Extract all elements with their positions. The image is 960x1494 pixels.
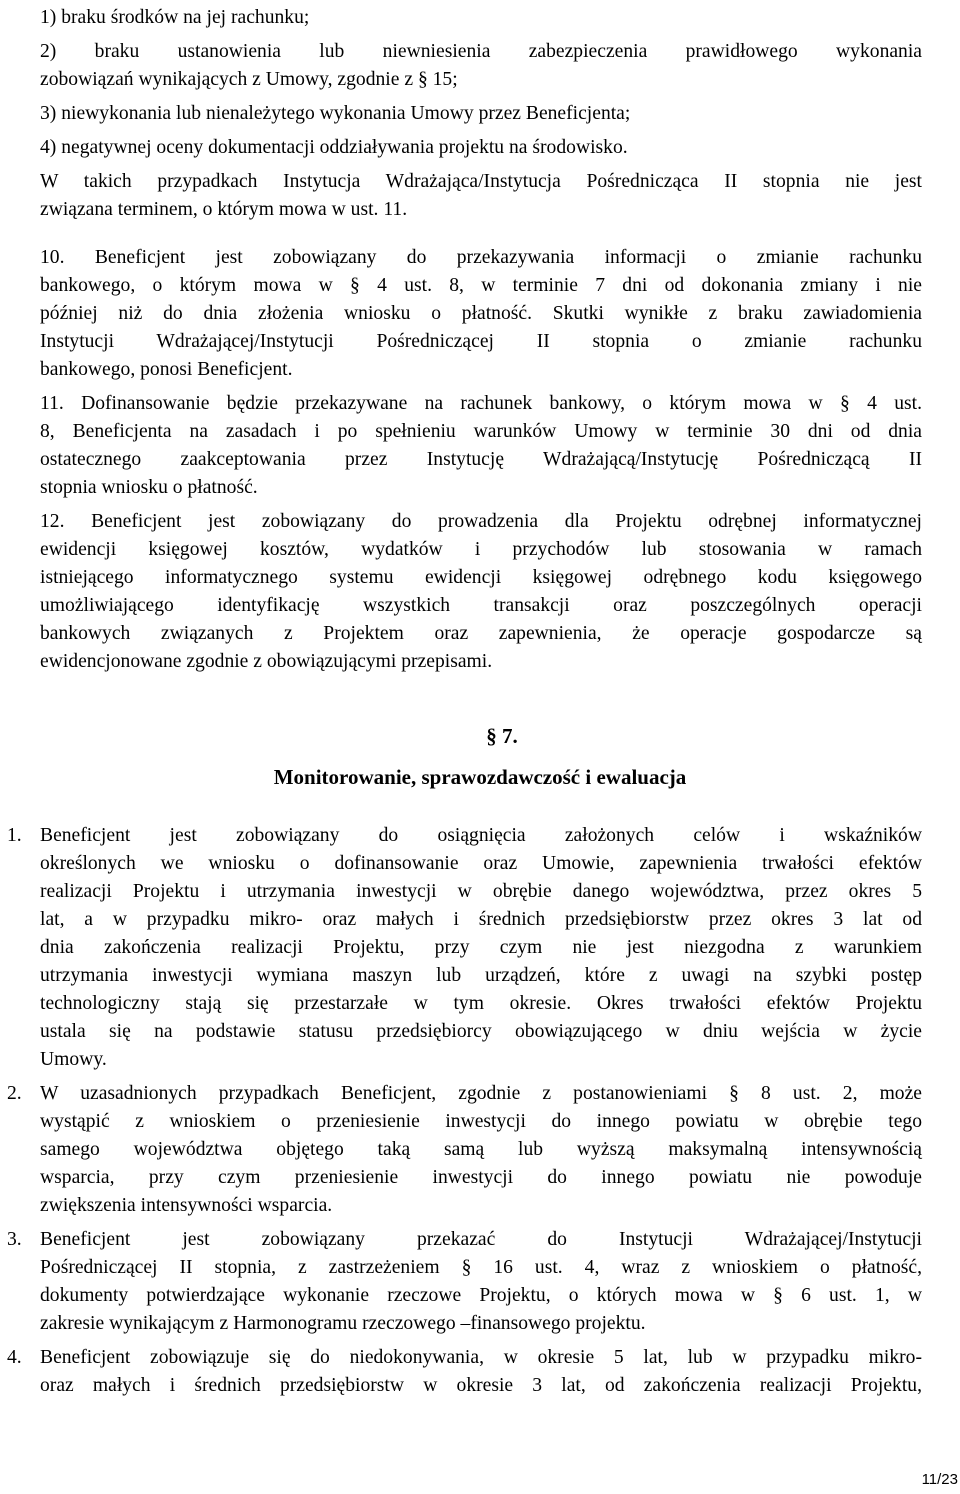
text-line: technologiczny stają się przestarzałe w tym okresie. Okres trwałości efektów Projektu: [40, 993, 922, 1014]
text-line: 4) negatywnej oceny dokumentacji oddziaływania projektu na środowisko.: [40, 137, 628, 158]
text-line: 1) braku środków na jej rachunku;: [40, 7, 310, 28]
text-line: bankowych związanych z Projektem oraz zapewnienia, że operacje gospodarcze są: [40, 623, 922, 644]
text-line: Beneficjent zobowiązuje się do niedokonywania, w okresie 5 lat, lub w przypadku mikro-: [40, 1347, 922, 1368]
text-line: Instytucji Wdrażającej/Instytucji Pośredniczącej II stopnia o zmianie rachunku: [40, 331, 922, 352]
text-line: ustala się na podstawie statusu przedsiębiorcy obowiązującego w dniu wejścia w życie: [40, 1021, 922, 1042]
text-line: W uzasadnionych przypadkach Beneficjent, zgodnie z postanowieniami § 8 ust. 2, może: [40, 1083, 922, 1104]
text-line: zobowiązań wynikających z Umowy, zgodnie z § 15;: [40, 69, 458, 90]
list-number: 2.: [7, 1083, 22, 1104]
list-number: 1.: [7, 825, 22, 846]
text-line: ewidencji księgowej kosztów, wydatków i przychodów lub stosowania w ramach: [40, 539, 922, 560]
list-number: 4.: [7, 1347, 22, 1368]
text-line: zwiększenia intensywności wsparcia.: [40, 1195, 333, 1216]
text-line: bankowego, ponosi Beneficjent.: [40, 359, 293, 380]
text-line: dokumenty potwierdzające wykonanie rzeczowe Projektu, o których mowa w § 6 ust. 1, w: [40, 1285, 922, 1306]
text-line: 10. Beneficjent jest zobowiązany do przekazywania informacji o zmianie rachunku: [40, 247, 922, 268]
text-line: wsparcia, przy czym przeniesienie inwestycji do innego powiatu nie powoduje: [40, 1167, 922, 1188]
text-line: W takich przypadkach Instytucja Wdrażająca/Instytucja Pośrednicząca II stopnia nie jest: [40, 171, 922, 192]
text-line: później niż do dnia złożenia wniosku o płatność. Skutki wynikłe z braku zawiadomienia: [40, 303, 922, 324]
text-line: 2) braku ustanowienia lub niewniesienia zabezpieczenia prawidłowego wykonania: [40, 41, 922, 62]
text-line: 8, Beneficjenta na zasadach i po spełnieniu warunków Umowy w terminie 30 dni od dnia: [40, 421, 922, 442]
text-line: 12. Beneficjent jest zobowiązany do prowadzenia dla Projektu odrębnej informatycznej: [40, 511, 922, 532]
text-line: samego województwa objętego taką samą lub wyższą maksymalną intensywnością: [40, 1139, 922, 1160]
text-line: lat, a w przypadku mikro- oraz małych i średnich przedsiębiorstw przez okres 3 lat od: [40, 909, 922, 930]
text-line: istniejącego informatycznego systemu ewidencji księgowej odrębnego kodu księgowego: [40, 567, 922, 588]
text-line: umożliwiającego identyfikację wszystkich transakcji oraz poszczególnych operacji: [40, 595, 922, 616]
section-title: Monitorowanie, sprawozdawczość i ewaluacja: [273, 765, 687, 789]
text-line: stopnia wniosku o płatność.: [40, 477, 258, 498]
text-line: Pośredniczącej II stopnia, z zastrzeżeniem § 16 ust. 4, wraz z wnioskiem o płatność,: [40, 1257, 922, 1278]
text-line: ostatecznego zaakceptowania przez Instytucję Wdrażającą/Instytucję Pośredniczącą II: [40, 449, 922, 470]
page-number: 11/23: [921, 1471, 958, 1488]
text-line: Umowy.: [40, 1049, 107, 1070]
text-line: wystąpić z wnioskiem o przeniesienie inwestycji do innego powiatu w obrębie tego: [40, 1111, 922, 1132]
text-line: Beneficjent jest zobowiązany do osiągnięcia założonych celów i wskaźników: [40, 825, 922, 846]
text-line: określonych we wniosku o dofinansowanie oraz Umowie, zapewnienia trwałości efektów: [40, 853, 922, 874]
text-line: Beneficjent jest zobowiązany przekazać do Instytucji Wdrażającej/Instytucji: [40, 1229, 922, 1250]
text-line: 11. Dofinansowanie będzie przekazywane na rachunek bankowy, o którym mowa w § 4 ust.: [40, 393, 922, 414]
text-line: realizacji Projektu i utrzymania inwestycji w obrębie danego województwa, przez okres 5: [40, 881, 922, 902]
text-line: 3) niewykonania lub nienależytego wykonania Umowy przez Beneficjenta;: [40, 103, 631, 124]
text-line: zakresie wynikającym z Harmonogramu rzeczowego –finansowego projektu.: [40, 1313, 646, 1334]
text-line: utrzymania inwestycji wymiana maszyn lub urządzeń, które z uwagi na szybki postęp: [40, 965, 922, 986]
text-line: oraz małych i średnich przedsiębiorstw w okresie 3 lat, od zakończenia realizacji Projektu,: [40, 1375, 922, 1396]
text-line: związana terminem, o którym mowa w ust. 11.: [40, 199, 408, 220]
text-line: bankowego, o którym mowa w § 4 ust. 8, w terminie 7 dni od dokonania zmiany i nie: [40, 275, 922, 296]
text-line: dnia zakończenia realizacji Projektu, przy czym nie jest niezgodna z warunkiem: [40, 937, 922, 958]
list-number: 3.: [7, 1229, 22, 1250]
text-line: ewidencjonowane zgodnie z obowiązującymi przepisami.: [40, 651, 493, 672]
section-number: § 7.: [486, 724, 518, 748]
